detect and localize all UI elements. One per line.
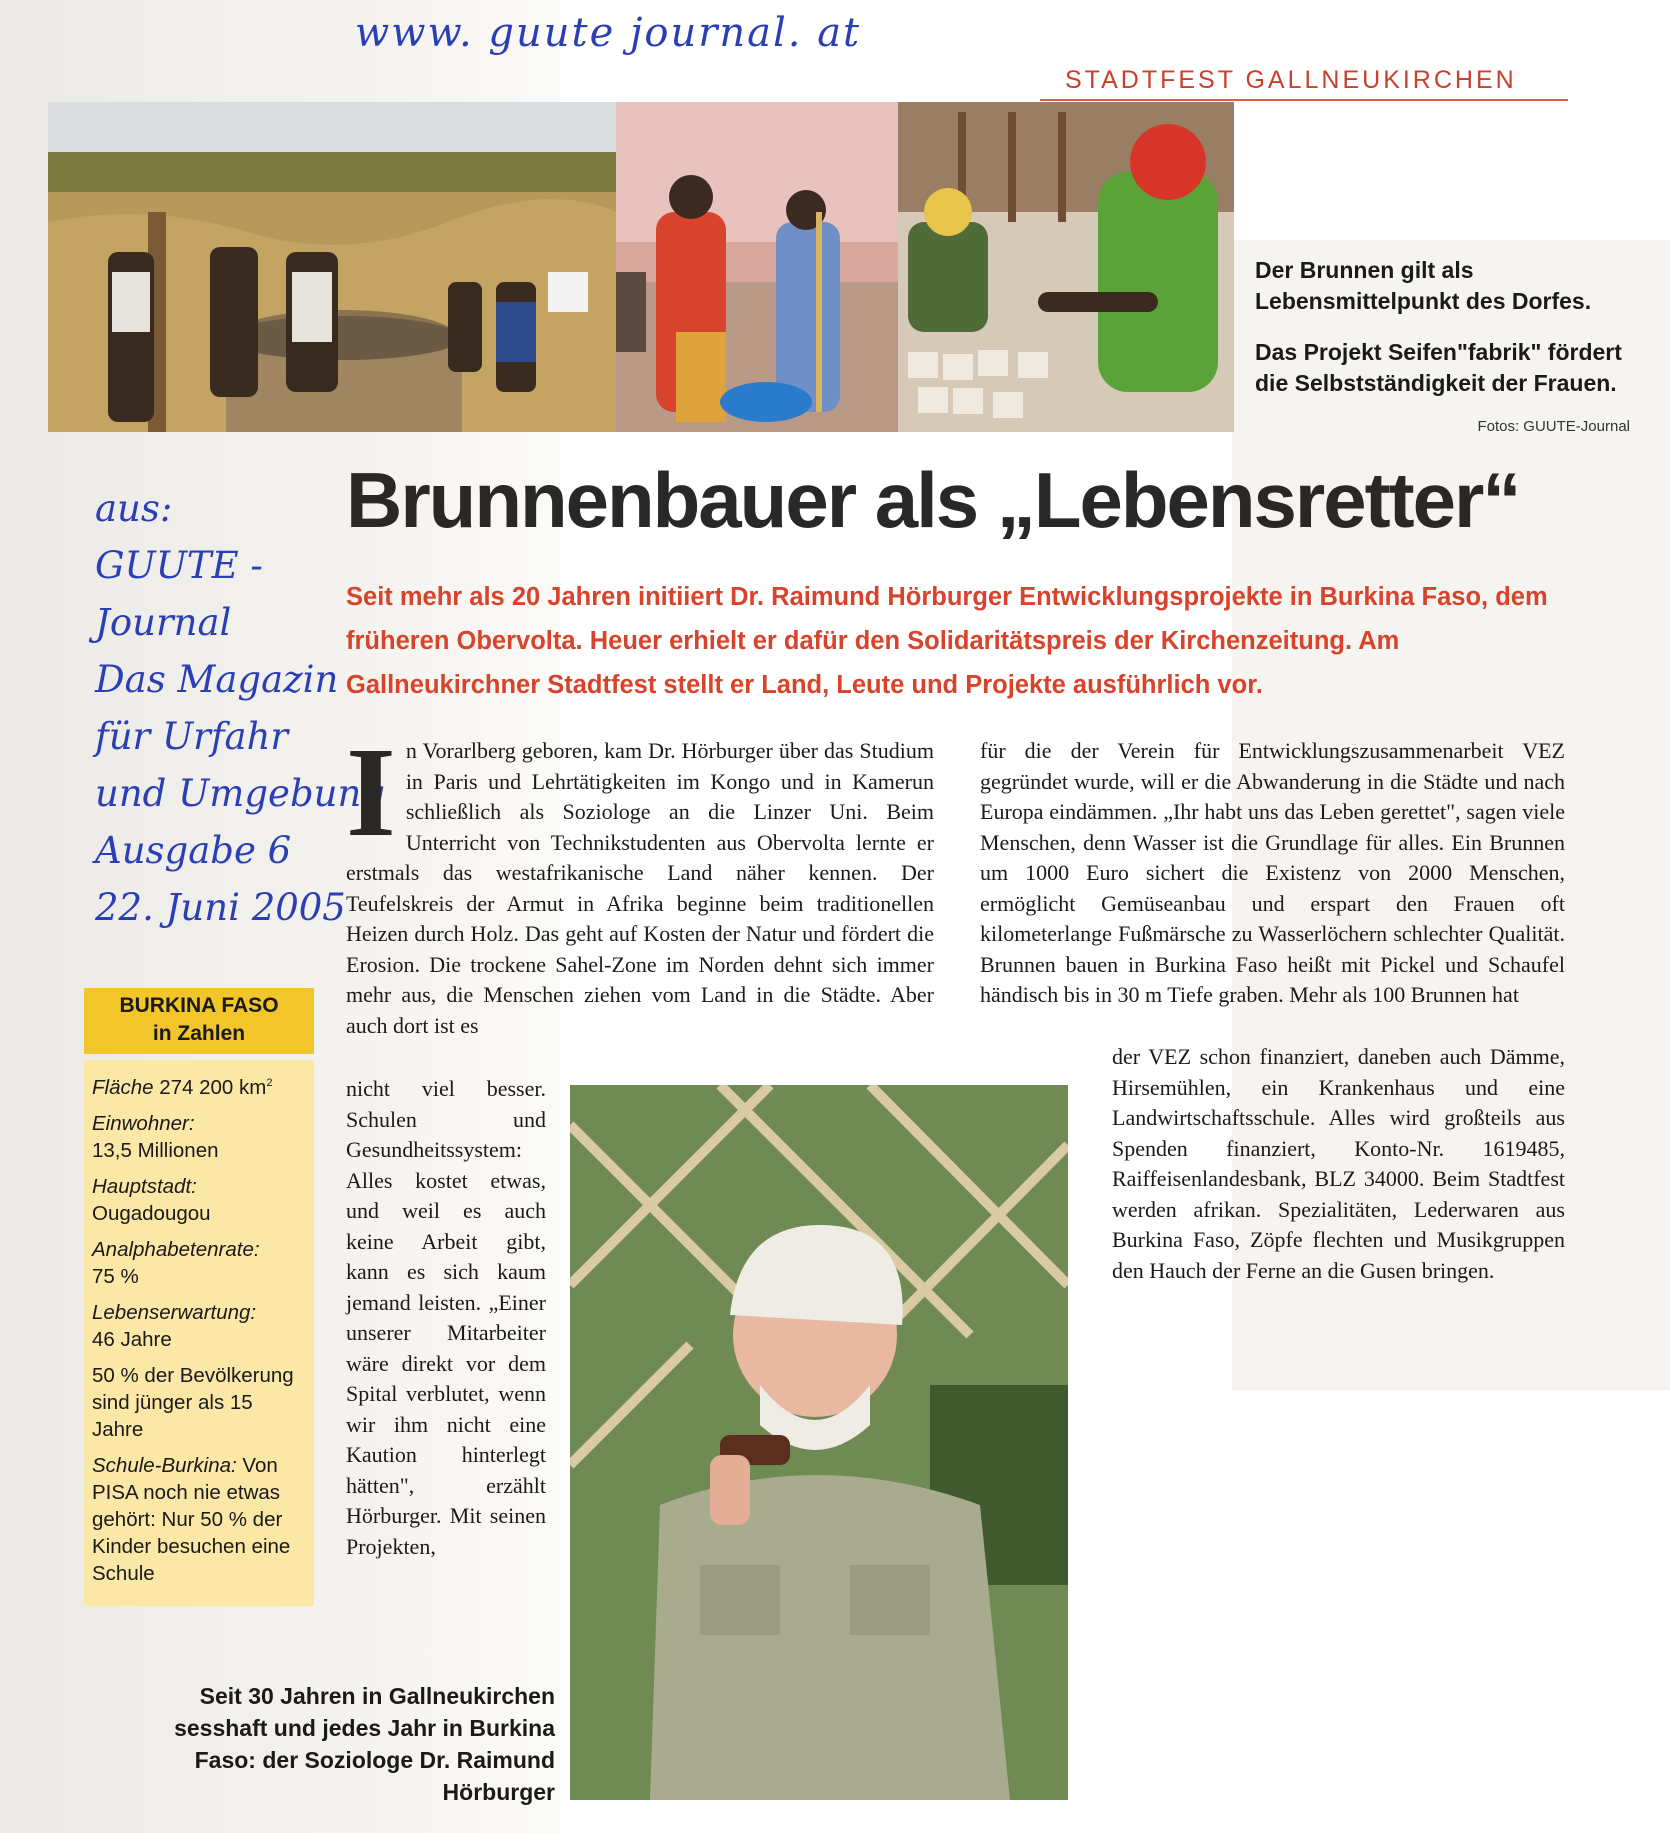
- handwritten-url: www. guute journal. at: [355, 10, 862, 56]
- fact-label: Fläche: [92, 1075, 154, 1099]
- handwritten-line: GUUTE -: [95, 544, 263, 587]
- fact-box-title: [84, 988, 314, 1054]
- body-column-2: für die der Verein für Entwicklungszusammenarbeit VEZ gegründet wurde, will er die Abwanderung in die Städte und nach Europa eindämmen. „Ihr habt uns das Leben gerettet", sagen viele Menschen, denn Wasser ist die Grundlage für alles. Ein Brunnen um 1000 Euro sichert die Existenz von 2000 Menschen, ermöglicht Gemüseanbau und erspart den Frauen oft kilometerlange Fußmärsche zu Wasserlöchern schlechter Qualität. Brunnen bauen in Burkina Faso heißt mit Pickel und Schaufel händisch bis in 30 m Tiefe graben. Mehr als 100 Brunnen hat: [980, 738, 1565, 1007]
- fact-life-expectancy: [92, 1299, 306, 1353]
- well-photo: [48, 102, 616, 432]
- fact-label: Einwohner:: [92, 1111, 195, 1135]
- fact-value: 13,5 Millionen: [92, 1138, 219, 1162]
- handwritten-line: Ausgabe 6: [95, 829, 292, 872]
- photo-credit: Fotos: GUUTE-Journal: [1477, 418, 1630, 435]
- fact-youth: 50 % der Bevölkerung sind jünger als 15 Jahre: [92, 1363, 294, 1441]
- fact-box-title-line: in Zahlen: [152, 1022, 246, 1045]
- fact-label: Hauptstadt:: [92, 1174, 197, 1198]
- handwritten-line: 22. Juni 2005: [95, 886, 346, 929]
- body-column-1: [346, 721, 934, 1041]
- fact-value: 46 Jahre: [92, 1327, 172, 1351]
- photo-caption: Der Brunnen gilt als Lebensmittelpunkt des Dorfes.: [1255, 257, 1592, 314]
- photo-caption: Das Projekt Seifen"fabrik" fördert die Selbstständigkeit der Frauen.: [1255, 339, 1622, 396]
- fact-value: Von PISA noch nie etwas gehört: Nur 50 % der Kinder besuchen eine Schule: [92, 1453, 291, 1585]
- fact-box-body: [84, 1060, 314, 1606]
- article-headline: Brunnenbauer als „Lebensretter“: [346, 456, 1520, 544]
- portrait-photo: [570, 1085, 1068, 1800]
- handwritten-line: Journal: [95, 601, 232, 644]
- fact-value: Ougadougou: [92, 1201, 211, 1225]
- section-rule: [1040, 99, 1568, 101]
- article-lead: Seit mehr als 20 Jahren initiiert Dr. Raimund Hörburger Entwicklungsprojekte in Burkina Faso, dem früheren Obervolta. Heuer erhielt er dafür den Solidaritätspreis der Kirchenzeitung. Am Gallneukirchner Stadtfest stellt er Land, Leute und Projekte ausführlich vor.: [346, 583, 1548, 699]
- handwritten-line: Das Magazin: [95, 658, 339, 701]
- portrait-caption: Seit 30 Jahren in Gallneukirchen sesshaft und jedes Jahr in Burkina Faso: der Soziologe Dr. Raimund Hörburger: [174, 1683, 555, 1805]
- fact-label: Lebenserwartung:: [92, 1300, 257, 1324]
- fact-superscript: 2: [266, 1077, 273, 1089]
- fact-label: Analphabetenrate:: [92, 1237, 260, 1261]
- fact-label: Schule-Burkina:: [92, 1453, 237, 1477]
- fact-value: 274 200 km: [159, 1075, 267, 1099]
- body-column-1-narrow: nicht viel besser. Schulen und Gesundheitssystem: Alles kostet etwas, und weil es auch keine Arbeit gibt, kann es sich kaum jemand leisten. „Einer unserer Mitarbeiter wäre direkt vor dem Spital verblutet, wenn wir ihm nicht eine Kaution hinterlegt hätten", erzählt Hörburger. Mit seinen Projekten,: [346, 1076, 546, 1559]
- drop-cap: I: [346, 721, 396, 863]
- section-label: STADTFEST GALLNEUKIRCHEN: [1065, 66, 1517, 94]
- fact-population: [92, 1110, 306, 1164]
- fact-box-title-line: BURKINA FASO: [119, 994, 279, 1017]
- handwritten-source-note: [95, 480, 385, 936]
- fact-capital: [92, 1173, 306, 1227]
- body-text: n Vorarlberg geboren, kam Dr. Hörburger über das Studium in Paris und Lehrtätigkeiten im Kongo und in Kamerun schließlich als Soziologe an die Linzer Uni. Beim Unterricht von Technikstudenten aus Obervolta lernte er erstmals das westafrikanische Land näher kennen. Der Teufelskreis der Armut in Afrika beginne beim traditionellen Heizen durch Holz. Das geht auf Kosten der Natur und fördert die Erosion. Die trockene Sahel-Zone im Norden dehnt sich immer mehr aus, die Menschen ziehen vom Land in die Städte. Aber auch dort ist es: [346, 738, 934, 1038]
- handwritten-line: und Umgebung: [95, 772, 385, 815]
- handwritten-line: für Urfahr: [95, 715, 289, 758]
- fact-area: [92, 1070, 306, 1101]
- fact-school: [92, 1452, 306, 1587]
- soap-photo: [898, 102, 1234, 432]
- fact-illiteracy: [92, 1236, 306, 1290]
- fact-box: [84, 988, 314, 1606]
- body-column-2-narrow: der VEZ schon finanziert, daneben auch Dämme, Hirsemühlen, ein Krankenhaus und eine Landwirtschaftsschule. Alles wird großteils aus Spenden finanziert, Konto-Nr. 1619485, Raiffeisenlandesbank, BLZ 34000. Beim Stadtfest werden afrikan. Spezialitäten, Lederwaren aus Burkina Faso, Zöpfe flechten und Musikgruppen den Hauch der Ferne an die Gusen bringen.: [1112, 1044, 1565, 1283]
- handwritten-line: aus:: [95, 487, 173, 530]
- fact-value: 75 %: [92, 1264, 139, 1288]
- women-photo: [616, 102, 898, 432]
- photo-captions: [1255, 255, 1655, 419]
